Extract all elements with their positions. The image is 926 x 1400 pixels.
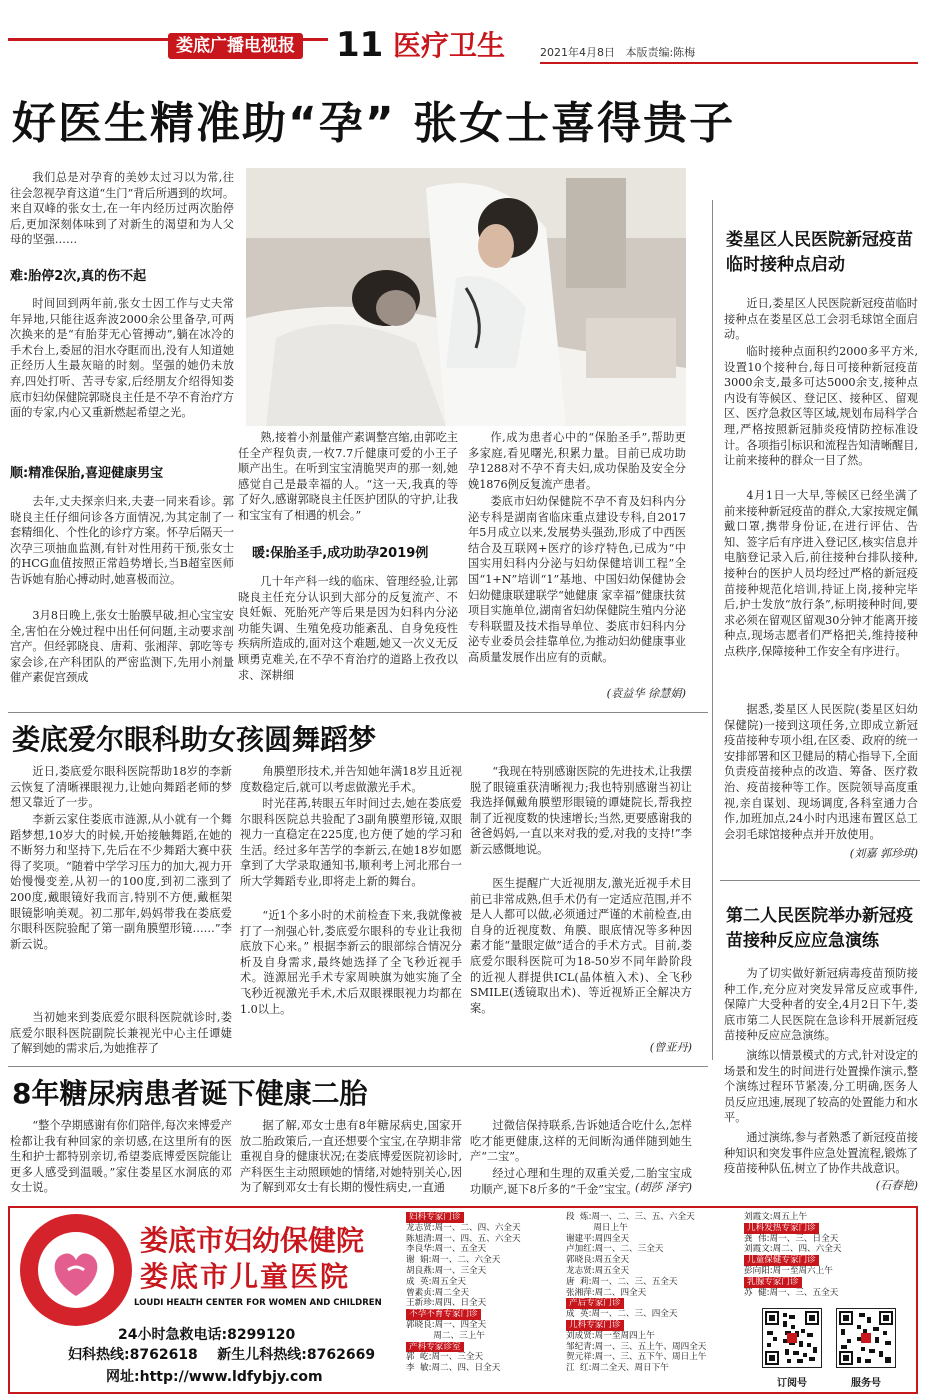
schedule-doctor-entry: 王新珍:周四、日全天 bbox=[406, 1298, 487, 1309]
hospital-website[interactable]: 网址:http://www.ldfybjy.com bbox=[106, 1369, 323, 1385]
masthead-underline bbox=[540, 62, 918, 64]
article1-intro: 我们总是对孕育的美妙太过习以为常,往往会忽视孕育这道“生门”背后所遇到的坎坷。来自双峰的张女士,在一年内经历过两次胎停后,更加深刻体味到了对新生的渴望和为人父母的坚强…… bbox=[10, 171, 234, 247]
schedule-doctor-entry: 成 英:周五全天 bbox=[406, 1276, 466, 1287]
hospital-logo bbox=[20, 1214, 132, 1326]
article3-p8: 医生提醒广大近视朋友,激光近视手术目前已非常成熟,但手术仍有一定适应范围,并不是人人都可以做,必须通过严谨的术前检查,由自身的近视度数、角膜、眼底情况等多种因素才能“量眼定做”适合的手术方式。目前,娄底爱尔眼科医院可为18-50岁不同年龄阶段的近视人群提供ICL(晶体植入术)、全飞秒SMILE(透镜取出术)、等近视矫正全解决方案。 bbox=[470, 877, 692, 1015]
dept-heading-label: 产后专家门诊 bbox=[566, 1298, 624, 1309]
schedule-doctor-entry: 胡良燕:周一、三全天 bbox=[406, 1265, 487, 1276]
schedule-dept-heading bbox=[566, 1320, 738, 1331]
article2-p1: 近日,娄星区人民医院新冠疫苗临时接种点在娄星区总工会羽毛球馆全面启动。 bbox=[724, 297, 918, 342]
article1-byline: (袁益华 徐慧娟) bbox=[606, 687, 686, 700]
qr-code-icon bbox=[837, 1309, 895, 1367]
article3-p1: 近日,娄底爱尔眼科医院帮助18岁的李新云恢复了清晰裸眼视力,让她向舞蹈老师的梦想又靠近了一步。 bbox=[10, 765, 232, 810]
schedule-doctor-entry: 彭向阳:周一至周六上午 bbox=[744, 1265, 833, 1276]
qr-code-service[interactable] bbox=[836, 1308, 896, 1368]
schedule-doctor-entry: 邹纪青:周一、三、五上午、周四全天 bbox=[566, 1341, 707, 1352]
schedule-doctor-entry: 李 敏:周二、四、日全天 bbox=[406, 1363, 501, 1374]
article3-p5: 时光荏苒,转眼五年时间过去,她在娄底爱尔眼科医院总共验配了3副角膜塑形镜,双眼视力一直稳定在225度,也方便了她的学习和生活。经过多年苦学的李新云,在她18岁如愿拿到了大学录取通知书,顺利考上河北邢台一所大学舞蹈专业,即将走上新的舞台。 bbox=[240, 797, 462, 888]
schedule-dept-heading bbox=[744, 1255, 914, 1266]
article2-byline: (刘嘉 郭珍琪) bbox=[849, 847, 918, 860]
schedule-doctor-entry: 成 英:周一、二、三、四全天 bbox=[566, 1309, 678, 1320]
dept-heading-label: 妇科专家门诊 bbox=[406, 1212, 464, 1223]
schedule-doctor-entry: 陈旭清:周一、四、五、六全天 bbox=[406, 1233, 521, 1244]
hospital-advertisement bbox=[8, 1206, 918, 1394]
schedule-doctor-entry: 江 红:周二全天、周日下午 bbox=[566, 1363, 669, 1374]
article3-top-rule bbox=[8, 712, 708, 713]
article3-byline: (曾亚丹) bbox=[649, 1041, 692, 1054]
page-number: 11 bbox=[336, 25, 384, 65]
article4-p2: 演练以情景模式的方式,针对设定的场景和发生的时间进行处置操作演示,整个演练过程环节紧凑,分工明确,医务人员反应迅速,展现了较高的处置能力和水平。 bbox=[724, 1049, 918, 1125]
article2-p3: 4月1日一大早,等候区已经坐满了前来接种新冠疫苗的群众,大家按规定佩戴口罩,携带身份证,在进行评估、告知、签字后有序进入登记区,核实信息并电脑登记录入后,前往接种台排队接种,接种台的医护人员均经过严格的新冠疫苗接种规范化培训,持证上岗,接种完毕后,护士发放“放行条”,标明接种时间,要求必须在留观区留观30分钟才能离开接种点,现场志愿者们严格把关,维持接种点秩序,保障接种工作安全有序进行。 bbox=[724, 489, 918, 658]
article2-headline: 娄星区人民医院新冠疫苗临时接种点启动 bbox=[726, 230, 913, 275]
hospital-name-primary: 娄底市妇幼保健院 bbox=[140, 1224, 365, 1257]
schedule-doctor-entry: 曾素贞:周二全天 bbox=[406, 1287, 470, 1298]
schedule-doctor-entry: 郭晓良:周五全天 bbox=[566, 1255, 630, 1266]
schedule-doctor-entry: 段 炼:周一、二、三、五、六全天 bbox=[566, 1212, 695, 1222]
article3-p3: 当初她来到娄底爱尔眼科医院就诊时,娄底爱尔眼科医院副院长兼视光中心主任谭婕了解到她的需求后,为她推荐了 bbox=[10, 1011, 232, 1056]
schedule-dept-heading bbox=[566, 1298, 738, 1309]
schedule-doctor-entry: 周日上午 bbox=[566, 1222, 628, 1233]
emergency-hotline: 24小时急救电话:8299120 bbox=[118, 1327, 296, 1343]
article1-photo bbox=[246, 168, 686, 426]
article2-p4: 据悉,娄星区人民医院(娄星区妇幼保健院)一接到这项任务,立即成立新冠疫苗接种专项小组,在区委、政府的统一安排部署和区卫健局的精心指导下,全面负责疫苗接种点的改造、筹备、医疗救治、疫苗接种等工作。医院领导高度重视,亲自谋划、现场调度,各科室通力合作,加班加点,24小时内迅速布置区总工会羽毛球馆接种点并开放使用。 bbox=[724, 703, 918, 841]
hospital-name-english: LOUDI HEALTH CENTER FOR WOMEN AND CHILDREN bbox=[134, 1298, 382, 1308]
schedule-doctor-entry: 张湘萍:周二、四全天 bbox=[566, 1287, 647, 1298]
article1-p3: 3月8日晚上,张女士胎膜早破,担心宝宝安全,害怕在分娩过程中出任何问题,主动要求剖宫产。但经郭晓良、唐莉、张湘萍、郭吃等专家会诊,在产科团队的严密监测下,先用小剂量催产素促宫颈成 bbox=[10, 609, 234, 685]
article1-p1: 时间回到两年前,张女士因工作与丈夫常年异地,只能往返奔波2000余公里备孕,可两次换来的是“有胎芽无心管搏动”,躺在冰冷的手术台上,委屈的泪水夺眶而出,没有人知道她正经历人生最灰暗的时刻。坚强的她仍未放弃,四处打听、苦寻专家,后经朋友介绍得知娄底市妇幼保健院郭晓良主任是不孕不育治疗方面的专家,内心又重新燃起希望之光。 bbox=[10, 297, 234, 420]
article1-p7: 娄底市妇幼保健院不孕不育及妇科内分泌专科是湖南省临床重点建设专科,自2017年5月成立以来,发展势头强劲,形成了中西医结合及互联网+医疗的诊疗特色,已成为“中国实用妇科内分泌与妇幼保健培训工程”全国“1+N”培训“1”基地、中国妇幼保健协会妇幼健康联建联学“她健康 家幸福”健康扶贫项目实施单位,湖南省妇幼保健院生殖内分泌专科联盟及技术指导单位、娄底市妇科内分泌专业委员会挂靠单位,为推动妇幼健康事业高质量发展作出应有的贡献。 bbox=[468, 495, 686, 664]
qr-code-subscription[interactable] bbox=[762, 1308, 822, 1368]
article3-p7: “我现在特别感谢医院的先进技术,让我摆脱了眼镜重获清晰视力;我也特别感谢当初让我选择佩戴角膜塑形眼镜的谭婕院长,帮我控制了近视度数的快速增长;当然,更要感谢我的爸爸妈妈,一直以来对我的爱,对我的支持!”李新云感慨地说。 bbox=[470, 765, 692, 856]
schedule-doctor-entry: 唐 莉:周一、二、三、五全天 bbox=[566, 1276, 678, 1287]
schedule-doctor-entry: 郭 屹:周一、三全天 bbox=[406, 1352, 484, 1363]
article1-subhead-2: 顺:精准保胎,喜迎健康男宝 bbox=[10, 466, 164, 481]
section-title: 医疗卫生 bbox=[393, 29, 506, 62]
right-column-rule bbox=[720, 880, 920, 881]
article1-p2: 去年,丈夫探亲归来,夫妻一同来看诊。郭晓良主任仔细问诊各方面情况,为其定制了一套精细化、个性化的诊疗方案。怀孕后隔天一次孕三项抽血监测,有针对性用药干预,张女士的HCG血值按照正常趋势增长,当B超室医师告诉她有胎心搏动时,她喜极而泣。 bbox=[10, 495, 234, 586]
article1-p5: 几十年产科一线的临床、管理经验,让郭晓良主任充分认识到大部分的反复流产、不良妊娠、死胎死产等后果是因为妇科内分泌功能失调、生殖免疫功能紊乱、自身免疫性疾病所造成的,面对这个难题,她又一次义无反顾勇克难关,在不孕不育治疗的道路上孜孜以求、深耕细 bbox=[238, 575, 458, 682]
article5-p1: “整个孕期感谢有你们陪伴,每次来博爱产检都让我有种回家的亲切感,在这里所有的医生和护士都特别亲切,希望娄底博爱医院能让更多人感受到温暖。”家住娄星区水洞底的邓女士说。 bbox=[10, 1119, 232, 1195]
article3-headline: 娄底爱尔眼科助女孩圆舞蹈梦 bbox=[12, 723, 377, 756]
qr-label-subscription: 订阅号 bbox=[777, 1378, 807, 1389]
article1-headline: 好医生精准助“孕” 张女士喜得贵子 bbox=[12, 98, 736, 149]
article1-subhead-3: 暖:保胎圣手,成功助孕2019例 bbox=[252, 546, 429, 561]
masthead bbox=[0, 0, 926, 70]
article4-p3: 通过演练,参与者熟悉了新冠疫苗接种知识和突发事件应急处置流程,锻炼了疫苗接种队伍,树立了协作共战意识。 bbox=[724, 1131, 918, 1176]
article1-subhead-1: 难:胎停2次,真的伤不起 bbox=[10, 269, 147, 284]
hospital-scene-image bbox=[246, 168, 686, 426]
qr-code-icon bbox=[763, 1309, 821, 1367]
article5-byline: (胡莎 泽宇) bbox=[634, 1181, 692, 1194]
schedule-doctor-entry: 周二、三上午 bbox=[406, 1330, 485, 1341]
article5-p3: 过微信保持联系,告诉她适合吃什么,怎样吃才能更健康,这样的无间断沟通伴随到她生产“二宝”。 bbox=[470, 1119, 692, 1164]
clinic-schedule-col1 bbox=[406, 1212, 566, 1374]
dept-heading-label: 儿科发热专家门诊 bbox=[744, 1223, 819, 1234]
article3-p2: 李新云家住娄底市涟源,从小就有一个舞蹈梦想,10岁大的时候,开始接触舞蹈,在她的不断努力和坚持下,先后在不少舞蹈大赛中获得了奖项。“随着中学学习压力的加大,视力开始慢慢变差,从初一的100度,到初二涨到了200度,戴眼镜好我而言,特别不方便,戴框架眼镜影响美观。初二那年,妈妈带我在娄底爱尔眼科医院验配了第一副角膜塑形镜……”李新云说。 bbox=[10, 813, 232, 951]
qr-label-service: 服务号 bbox=[851, 1378, 881, 1389]
article4-p1: 为了切实做好新冠病毒疫苗预防接种工作,充分应对突发异常反应或事件,保障广大受种者的安全,4月2日下午,娄底市第二人民医院在急诊科开展新冠疫苗接种反应应急演练。 bbox=[724, 967, 918, 1043]
schedule-doctor-entry: 李良华:周一、五全天 bbox=[406, 1244, 487, 1255]
paper-name-badge: 娄底广播电视报 bbox=[168, 33, 303, 59]
schedule-doctor-entry: 谢 娟:周一、二、六全天 bbox=[406, 1255, 501, 1266]
schedule-dept-heading bbox=[406, 1342, 566, 1353]
clinic-schedule-col3 bbox=[744, 1212, 914, 1298]
schedule-doctor-entry: 苏 健:周一、三、五全天 bbox=[744, 1287, 839, 1298]
article5-p2: 据了解,邓女士患有8年糖尿病史,国家开放二胎政策后,一直还想要个宝宝,在孕期非常重视自身的健康状况;在娄底博爱医院初诊时,产科医生主动照顾她的情绪,对她特别关心,因为了解到邓女士有长期的慢性病史,一直通 bbox=[240, 1119, 462, 1195]
dept-heading-label: 产科专家诊室 bbox=[406, 1342, 464, 1353]
dept-hotlines: 妇科热线:8762618 新生儿科热线:8762669 bbox=[68, 1347, 376, 1363]
hospital-name-secondary: 娄底市儿童医院 bbox=[140, 1260, 351, 1293]
article5-top-rule bbox=[8, 1066, 708, 1067]
dept-heading-label: 不孕不育专家门诊 bbox=[406, 1309, 481, 1320]
schedule-doctor-entry: 龚 伟:周一、三、日全天 bbox=[744, 1233, 839, 1244]
schedule-doctor-entry: 刘霞文:周五上午 bbox=[744, 1212, 808, 1222]
schedule-doctor-entry: 贺元祥:周一、三、五下午、周日上午 bbox=[566, 1352, 707, 1363]
schedule-dept-heading bbox=[406, 1309, 566, 1320]
schedule-dept-heading bbox=[744, 1223, 914, 1234]
heart-logo-icon bbox=[20, 1214, 132, 1326]
schedule-dept-heading bbox=[406, 1212, 566, 1223]
article3-p6: “近1个多小时的术前检查下来,我就像被打了一剂强心针,娄底爱尔眼科的专业让我彻底放下心来。” 根据李新云的眼部综合情况分析及自身需求,最终她选择了全飞秒近视手术。涟源屈光手术专家周映旗为她实施了全飞秒近视激光手术,术后双眼裸眼视力均都在1.0以上。 bbox=[240, 909, 462, 1016]
schedule-doctor-entry: 龙志贤:周五全天 bbox=[566, 1265, 630, 1276]
schedule-doctor-entry: 刘霞文:周二、四、六全天 bbox=[744, 1244, 842, 1255]
date-editor: 2021年4月8日 本版责编:陈梅 bbox=[540, 46, 696, 59]
dept-heading-label: 儿童保健专家门诊 bbox=[744, 1255, 819, 1266]
column-divider-right bbox=[712, 200, 713, 1060]
article4-headline: 第二人民医院举办新冠疫苗接种反应应急演练 bbox=[726, 906, 913, 951]
article2-p2: 临时接种点面积约2000多平方米,设置10个接种台,每日可接种新冠疫苗3000余支,最多可达5000余支,接种点内设有等候区、登记区、接种区、留观区、医疗急救区等区域,规划布局科学合理,严格按照新冠肺炎疫情防控标准设计。各项指引标识和流程告知清晰醒目,让前来接种的群众一目了然。 bbox=[724, 345, 918, 468]
dept-heading-label: 乳腺专家门诊 bbox=[744, 1277, 802, 1288]
clinic-schedule-col2 bbox=[566, 1212, 738, 1374]
article4-byline: (石春艳) bbox=[875, 1179, 918, 1192]
schedule-doctor-entry: 谢建平:周四全天 bbox=[566, 1233, 630, 1244]
dept-heading-label: 儿科专家门诊 bbox=[566, 1320, 624, 1331]
schedule-doctor-entry: 卢加红:周一、二、三全天 bbox=[566, 1244, 664, 1255]
article1-p6: 作,成为患者心中的“保胎圣手”,帮助更多家庭,看见曙光,积累力量。目前已成功助孕1288对不孕不育夫妇,成功保胎及安全分娩1876例反复流产患者。 bbox=[468, 431, 686, 491]
article1-p4: 熟,接着小剂量催产素调整宫缩,由郭吃主任全产程负责,一枚7.7斤健康可爱的小王子顺产出生。在听到宝宝清脆哭声的那一刻,她感觉自己是最幸福的人。“这一天,我真的等了好久,感谢郭晓良主任医护团队的守护,让我和宝宝有了相遇的机会。” bbox=[238, 431, 458, 522]
schedule-doctor-entry: 郭晓良:周一、四全天 bbox=[406, 1319, 487, 1330]
schedule-doctor-entry: 龙志贤:周一、二、四、六全天 bbox=[406, 1222, 521, 1233]
schedule-dept-heading bbox=[744, 1277, 914, 1288]
schedule-doctor-entry: 刘成贤:周一至周四上午 bbox=[566, 1330, 655, 1341]
article5-p4: 经过心理和生理的双重关爱,二胎宝宝成功顺产,诞下8斤多的“千金”宝宝。 bbox=[470, 1167, 692, 1196]
article3-p4: 角膜塑形技术,并告知她年满18岁且近视度数稳定后,就可以考虑做激光手术。 bbox=[240, 765, 462, 794]
article5-headline: 8年糖尿病患者诞下健康二胎 bbox=[12, 1077, 368, 1110]
